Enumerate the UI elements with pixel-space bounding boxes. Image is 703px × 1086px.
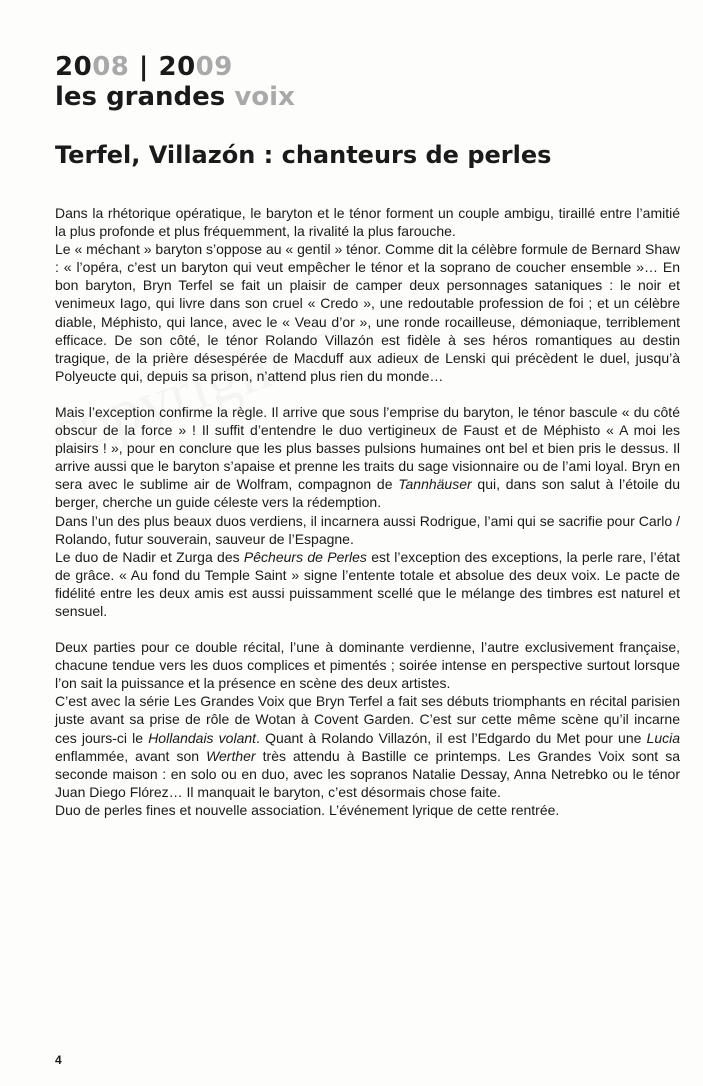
paragraph-3-line-2: [55, 692, 680, 801]
opera-title-lucia: Lucia: [646, 729, 680, 746]
article-body: [55, 204, 680, 819]
series-label: [55, 82, 295, 112]
season-year-a-prefix: 20: [55, 52, 93, 82]
text-run: C’est avec la série Les Grandes Voix que Bryn Terfel a fait ses débuts triomphants en récital parisien juste avant sa prise de rôle de Wotan à Covent Garden. C’est sur cette même scène qu’il incarne ces jours-ci le: [55, 693, 680, 746]
text-run: Le duo de Nadir et Zurga des: [55, 548, 244, 565]
series-label-grey: voix: [234, 82, 295, 112]
paragraph-3-line-3: Duo de perles fines et nouvelle association. L’événement lyrique de cette rentrée.: [55, 801, 560, 818]
text-run: qui, dans son salut à l’étoile du berger, cherche un guide céleste vers la rédemption.: [55, 476, 680, 511]
paragraph-2-line-1: [55, 403, 680, 512]
text-run: . Quant à Rolando Villazón, il est l’Edgardo du Met pour une: [256, 729, 647, 746]
page-number: 4: [55, 1053, 62, 1067]
paragraph-3-line-1: Deux parties pour ce double récital, l’une à dominante verdienne, l’autre exclusivement française, chacune tendue vers les duos complices et pimentés ; soirée intense en perspective surtout lorsque l’on sait la puissance et la présence en scène des deux artistes.: [55, 639, 680, 692]
page-header: [55, 52, 295, 112]
article-title: Terfel, Villazón : chanteurs de perles: [55, 141, 552, 169]
opera-title-hollandais: Hollandais volant: [148, 729, 257, 746]
season-year-a-suffix: 08: [92, 52, 130, 82]
paragraph-2-line-3: [55, 548, 680, 620]
text-run: enflammée, avant son: [55, 747, 207, 764]
text-run: Mais l’exception confirme la règle. Il arrive que sous l’emprise du baryton, le ténor bascule « du côté obscur de la force » ! Il suffit d’entendre le duo vertigineux de Faust et de Méphisto « A moi les plaisirs ! », pour en conclure que les plus basses pulsions humaines ont bel et bien pris le dessus. Il arrive aussi que le baryton s’apaise et prenne les traits du sage visionnaire ou de l’ami loyal. Bryn en sera avec le sublime air de Wolfram, compagnon de: [55, 403, 680, 493]
opera-title-tannhauser: Tannhäuser: [398, 476, 472, 493]
season-year-b-suffix: 09: [195, 52, 233, 82]
opera-title-werther: Werther: [206, 747, 256, 764]
opera-title-pecheurs: Pêcheurs de Perles: [243, 548, 367, 565]
paragraph-2-line-2: Dans l’un des plus beaux duos verdiens, il incarnera aussi Rodrigue, l’ami qui se sacrifie pour Carlo / Rolando, futur souverain, sauveur de l’Espagne.: [55, 512, 680, 547]
text-run: très attendu à Bastille ce printemps. Les Grandes Voix sont sa seconde maison : en solo ou en duo, avec les sopranos Natalie Dessay, Anna Netrebko ou le ténor Juan Diego Flórez… Il manquait le baryton, c’est désormais chose faite.: [55, 747, 681, 800]
paragraph-1-line-1: Dans la rhétorique opératique, le baryton et le ténor forment un couple ambigu, tiraillé entre l’amitié la plus profonde et plus fréquemment, la rivalité la plus farouche.: [55, 205, 680, 240]
paragraph-1-line-2: Le « méchant » baryton s’oppose au « gentil » ténor. Comme dit la célèbre formule de Bernard Shaw : « l’opéra, c’est un baryton qui veut empêcher le ténor et la soprano de coucher ensemble »… En bon baryton, Bryn Terfel se fait un plaisir de camper deux personnages sataniques : le noir et venimeux Iago, qui livre dans son cruel « Credo », une redoutable profession de foi ; et un célèbre diable, Méphisto, qui lance, avec le « Veau d’or », une ronde rocailleuse, démoniaque, terriblement efficace. De son côté, le ténor Rolando Villazón est fidèle à ses héros romantiques au destin tragique, de la prière désespérée de Macduff aux adieux de Lenski qui précèdent le duel, jusqu’à Polyeucte qui, depuis sa prison, n’attend plus rien du monde…: [55, 241, 680, 384]
season-label: [55, 52, 295, 82]
text-run: est l’exception des exceptions, la perle rare, l’état de grâce. « Au fond du Temple Saint » signe l’entente totale et absolue des deux voix. Le pacte de fidélité entre les deux amis est aussi puissamment scellé que le mélange des timbres est naturel et sensuel.: [55, 548, 680, 619]
season-separator: |: [129, 52, 159, 82]
series-label-dark: les grandes: [55, 82, 235, 112]
season-year-b-prefix: 20: [158, 52, 196, 82]
